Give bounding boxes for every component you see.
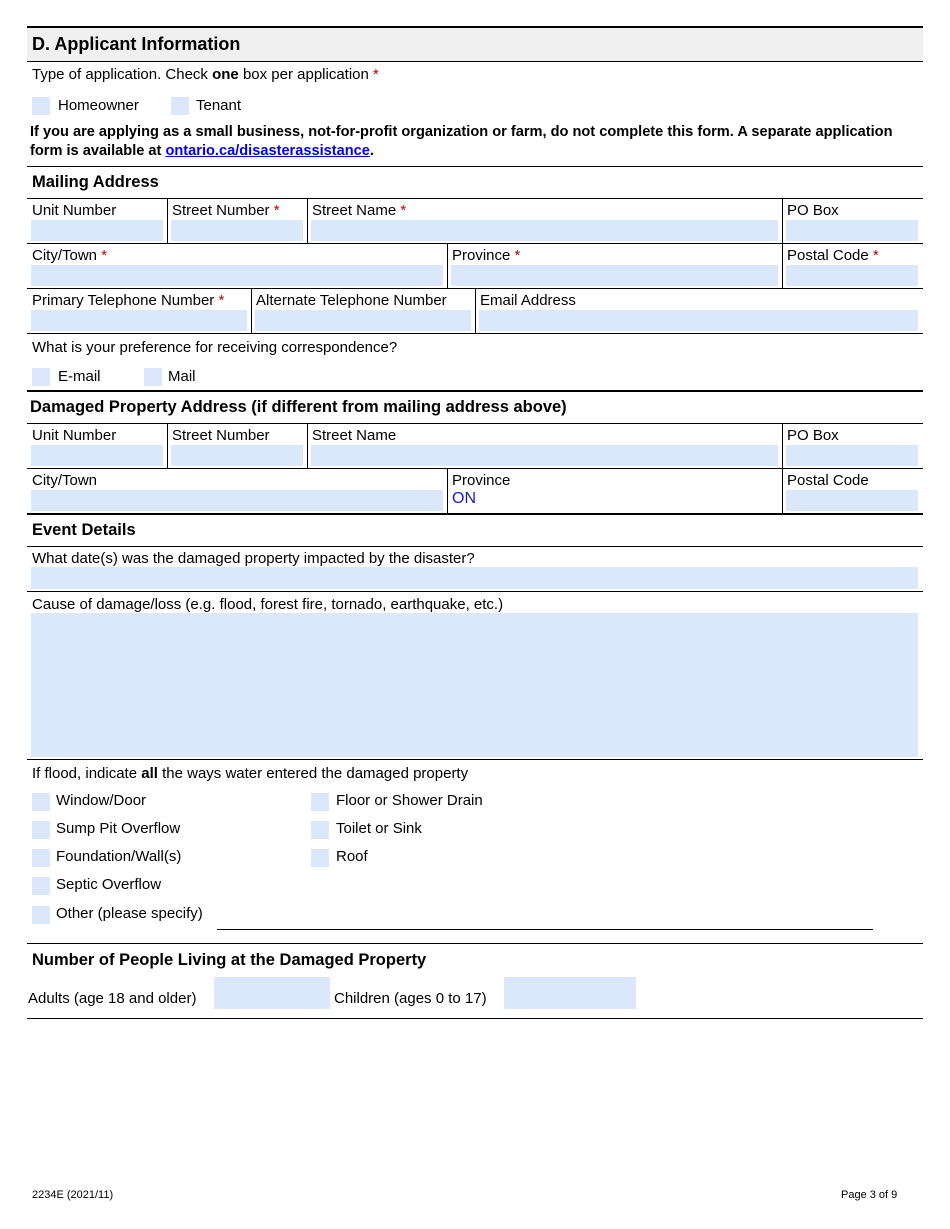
cell-divider [782, 468, 783, 513]
sump-pit-label: Sump Pit Overflow [56, 820, 181, 837]
rule [27, 61, 923, 62]
rule [27, 468, 923, 469]
mailing-address-title: Mailing Address [32, 173, 159, 191]
rule [27, 166, 923, 167]
mail-preference-label: Mail [168, 368, 196, 385]
cause-of-damage-textarea[interactable] [31, 613, 918, 757]
cell-divider [782, 423, 783, 468]
floor-drain-label: Floor or Shower Drain [336, 792, 483, 809]
foundation-wall-label: Foundation/Wall(s) [56, 848, 182, 865]
cell-divider [782, 198, 783, 243]
primary-phone-label: Primary Telephone Number * [32, 292, 225, 309]
cell-divider [251, 288, 252, 333]
email-address-input[interactable] [479, 310, 918, 331]
people-count-title: Number of People Living at the Damaged Property [32, 951, 427, 969]
mailing-street-number-input[interactable] [171, 220, 303, 241]
rule [27, 423, 923, 424]
damaged-po-box-input[interactable] [786, 445, 918, 466]
foundation-wall-checkbox[interactable] [32, 849, 50, 867]
alternate-phone-label: Alternate Telephone Number [256, 292, 447, 309]
mailing-unit-number-label: Unit Number [32, 202, 117, 219]
cell-divider [307, 198, 308, 243]
window-door-checkbox[interactable] [32, 793, 50, 811]
mailing-street-number-label: Street Number * [172, 202, 280, 219]
email-address-label: Email Address [480, 292, 576, 309]
other-specify-input-line[interactable] [217, 929, 873, 930]
damaged-street-name-label: Street Name [312, 427, 397, 444]
rule [27, 198, 923, 199]
rule [27, 546, 923, 547]
tenant-label: Tenant [196, 97, 242, 114]
other-specify-label: Other (please specify) [56, 905, 203, 922]
mail-preference-checkbox[interactable] [144, 368, 162, 386]
alternate-phone-input[interactable] [255, 310, 471, 331]
cell-divider [447, 468, 448, 513]
damaged-province-value[interactable]: ON [452, 490, 476, 507]
mailing-postal-code-input[interactable] [786, 265, 918, 286]
cell-divider [307, 423, 308, 468]
section-d-title: D. Applicant Information [32, 34, 241, 54]
toilet-sink-label: Toilet or Sink [336, 820, 422, 837]
damaged-unit-number-input[interactable] [31, 445, 163, 466]
email-preference-label: E-mail [58, 368, 101, 385]
event-date-label: What date(s) was the damaged property impacted by the disaster? [32, 550, 475, 567]
event-details-title: Event Details [32, 521, 136, 539]
page-number: Page 3 of 9 [841, 1189, 898, 1201]
mailing-province-input[interactable] [451, 265, 778, 286]
rule [27, 591, 923, 592]
damaged-province-label: Province [452, 472, 511, 489]
application-type-prompt: Type of application. Check one box per application * [32, 66, 379, 83]
mailing-po-box-input[interactable] [786, 220, 918, 241]
damaged-address-title: Damaged Property Address (if different from mailing address above) [30, 398, 567, 416]
mailing-city-label: City/Town * [32, 247, 108, 264]
damaged-po-box-label: PO Box [787, 427, 839, 444]
damaged-street-number-input[interactable] [171, 445, 303, 466]
children-label: Children (ages 0 to 17) [334, 990, 487, 1007]
adults-input[interactable] [214, 977, 330, 1009]
cell-divider [447, 243, 448, 288]
flood-entry-prompt: If flood, indicate all the ways water entered the damaged property [32, 765, 469, 782]
mailing-street-name-label: Street Name * [312, 202, 407, 219]
tenant-checkbox[interactable] [171, 97, 189, 115]
correspondence-prompt: What is your preference for receiving correspondence? [32, 339, 398, 356]
damaged-city-input[interactable] [31, 490, 443, 511]
toilet-sink-checkbox[interactable] [311, 821, 329, 839]
roof-checkbox[interactable] [311, 849, 329, 867]
homeowner-label: Homeowner [58, 97, 139, 114]
cause-of-damage-label: Cause of damage/loss (e.g. flood, forest fire, tornado, earthquake, etc.) [32, 596, 504, 613]
cell-divider [167, 198, 168, 243]
mailing-po-box-label: PO Box [787, 202, 839, 219]
primary-phone-input[interactable] [31, 310, 247, 331]
form-number: 2234E (2021/11) [32, 1189, 114, 1201]
business-notice: If you are applying as a small business, not-for-profit organization or farm, do not complete this form. A separate application form is available at ontario.ca/disasterassistance. [30, 124, 893, 159]
cell-divider [475, 288, 476, 333]
window-door-label: Window/Door [56, 792, 147, 809]
rule [27, 1018, 923, 1019]
other-specify-checkbox[interactable] [32, 906, 50, 924]
disaster-assistance-link[interactable]: ontario.ca/disasterassistance [165, 143, 370, 159]
roof-label: Roof [336, 848, 368, 865]
rule [27, 759, 923, 760]
mailing-unit-number-input[interactable] [31, 220, 163, 241]
rule [27, 513, 923, 515]
adults-label: Adults (age 18 and older) [28, 990, 197, 1007]
septic-overflow-checkbox[interactable] [32, 877, 50, 895]
sump-pit-checkbox[interactable] [32, 821, 50, 839]
section-d-header [27, 28, 923, 61]
rule [27, 390, 923, 392]
damaged-postal-code-input[interactable] [786, 490, 918, 511]
children-input[interactable] [504, 977, 636, 1009]
email-preference-checkbox[interactable] [32, 368, 50, 386]
damaged-street-number-label: Street Number [172, 427, 270, 444]
rule [27, 943, 923, 944]
mailing-city-input[interactable] [31, 265, 443, 286]
cell-divider [782, 243, 783, 288]
mailing-postal-code-label: Postal Code * [787, 247, 879, 264]
damaged-postal-code-label: Postal Code [787, 472, 869, 489]
damaged-street-name-input[interactable] [311, 445, 778, 466]
floor-drain-checkbox[interactable] [311, 793, 329, 811]
damaged-unit-number-label: Unit Number [32, 427, 117, 444]
homeowner-checkbox[interactable] [32, 97, 50, 115]
mailing-street-name-input[interactable] [311, 220, 778, 241]
rule [27, 333, 923, 334]
cell-divider [167, 423, 168, 468]
mailing-province-label: Province * [452, 247, 521, 264]
rule [27, 243, 923, 244]
event-date-input[interactable] [31, 567, 918, 589]
septic-overflow-label: Septic Overflow [56, 876, 162, 893]
damaged-city-label: City/Town [32, 472, 98, 489]
